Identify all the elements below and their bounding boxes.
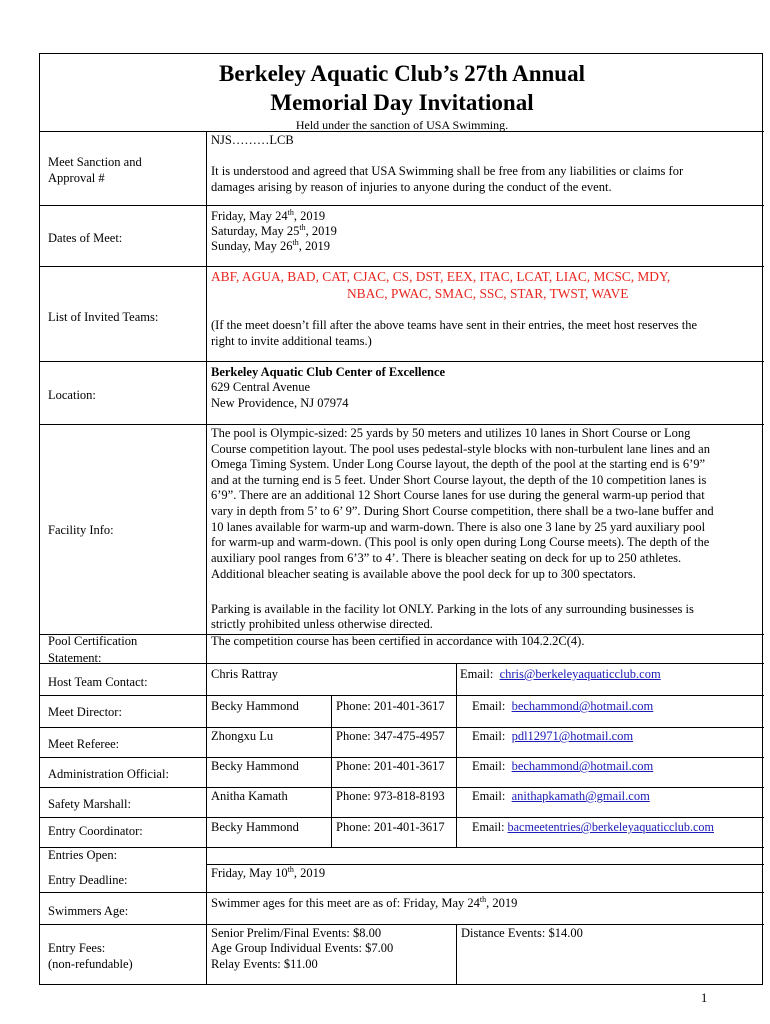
location-name: Berkeley Aquatic Club Center of Excellence <box>211 365 446 379</box>
parking-text-2: strictly prohibited unless otherwise directed. <box>211 617 433 631</box>
rule <box>40 847 764 848</box>
column-divider <box>456 924 457 985</box>
sanction-label: Meet Sanction and <box>48 155 142 169</box>
facility-line: auxiliary pool ranges from 6’3” to 4’. There is bleacher seating on deck for up to 250 athletes. <box>211 551 682 565</box>
certification-text: The competition course has been certified in accordance with 104.2.2C(4). <box>211 634 585 648</box>
admin-official-name: Becky Hammond <box>211 759 299 773</box>
swimmers-age-text: Swimmer ages for this meet are as of: Friday, May 24th, 2019 <box>211 894 518 910</box>
meet-referee-label: Meet Referee: <box>48 737 120 751</box>
dates-label: Dates of Meet: <box>48 231 123 245</box>
rule <box>40 266 764 267</box>
page-number: 1 <box>701 991 708 1005</box>
team-list-line-1: ABF, AGUA, BAD, CAT, CJAC, CS, DST, EEX, ITAC, LCAT, LIAC, MCSC, MDY, <box>211 269 671 284</box>
teams-note: (If the meet doesn’t fill after the above teams have sent in their entries, the meet host reserves the <box>211 318 698 332</box>
rule <box>40 424 764 425</box>
meet-info-document <box>39 53 763 985</box>
safety-marshall-email: Email: anithapkamath@gmail.com <box>472 789 650 803</box>
safety-marshall-email-link[interactable]: anithapkamath@gmail.com <box>511 789 650 803</box>
entry-fees-label: Entry Fees: <box>48 941 106 955</box>
facility-line: and at the turning end is 5 feet. Under Short Course layout, the depth of the 10 competition lanes is <box>211 473 707 487</box>
safety-marshall-label: Safety Marshall: <box>48 797 131 811</box>
rule <box>40 663 764 664</box>
rule <box>40 924 764 925</box>
rule <box>40 892 764 893</box>
teams-note-2: right to invite additional teams.) <box>211 334 372 348</box>
facility-line: 10 lanes available for warm-up and warm-down. There is also one 3 lane by 25 yard auxiliary pool <box>211 520 706 534</box>
facility-line: for warm-up and warm-down. (This pool is only open during Long Course meets). The depth of the <box>211 535 710 549</box>
rule <box>40 757 764 758</box>
meet-director-email: Email: bechammond@hotmail.com <box>472 699 654 713</box>
entry-coordinator-name: Becky Hammond <box>211 820 299 834</box>
admin-official-email-link[interactable]: bechammond@hotmail.com <box>511 759 654 773</box>
rule <box>40 787 764 788</box>
rule <box>40 695 764 696</box>
entry-deadline-label: Entry Deadline: <box>48 873 128 887</box>
facility-line: vary in depth from 5’ to 6’ 9”. During Short Course competition, there shall be a two-lane buffer and <box>211 504 714 518</box>
location-city: New Providence, NJ 07974 <box>211 396 349 410</box>
admin-official-label: Administration Official: <box>48 767 169 781</box>
fee-relay: Relay Events: $11.00 <box>211 957 318 971</box>
date-saturday: Saturday, May 25th, 2019 <box>211 222 337 238</box>
column-divider <box>456 663 457 847</box>
certification-label: Pool Certification <box>48 634 138 648</box>
entries-open-label: Entries Open: <box>48 848 118 862</box>
liability-text: It is understood and agreed that USA Swimming shall be free from any liabilities or claims for <box>211 164 684 178</box>
host-email-link[interactable]: chris@berkeleyaquaticclub.com <box>499 667 661 681</box>
facility-label: Facility Info: <box>48 523 114 537</box>
facility-line: Course competition layout. The pool uses pedestal-style blocks with non-turbulent lane lines and an <box>211 442 710 456</box>
host-name: Chris Rattray <box>211 667 279 681</box>
rule <box>40 817 764 818</box>
column-divider <box>206 131 207 985</box>
swimmers-age-label: Swimmers Age: <box>48 904 129 918</box>
rule <box>40 205 764 206</box>
sanction-note: Held under the sanction of USA Swimming. <box>295 118 509 132</box>
entry-coordinator-email-link[interactable]: bacmeetentries@berkeleyaquaticclub.com <box>507 820 715 834</box>
meet-referee-name: Zhongxu Lu <box>211 729 274 743</box>
rule <box>40 131 764 132</box>
sanction-number: NJS………LCB <box>211 133 294 147</box>
meet-director-label: Meet Director: <box>48 705 122 719</box>
title-line-1: Berkeley Aquatic Club’s 27th Annual <box>219 61 585 86</box>
facility-line: The pool is Olympic-sized: 25 yards by 50 meters and utilizes 10 lanes in Short Course or Long <box>211 426 691 440</box>
entry-deadline-date: Friday, May 10th, 2019 <box>211 864 326 880</box>
column-divider <box>331 695 332 847</box>
host-label: Host Team Contact: <box>48 675 148 689</box>
admin-official-email: Email: bechammond@hotmail.com <box>472 759 654 773</box>
entry-coordinator-phone: Phone: 201-401-3617 <box>336 820 445 834</box>
entry-fees-label-2: (non-refundable) <box>48 957 133 971</box>
rule <box>40 361 764 362</box>
meet-director-name: Becky Hammond <box>211 699 299 713</box>
facility-line: 6’9”. There are an additional 12 Short Course lanes for use during the general warm-up period that <box>211 488 705 502</box>
entry-coordinator-email: Email: bacmeetentries@berkeleyaquaticclub.com <box>472 820 715 834</box>
rule <box>40 727 764 728</box>
safety-marshall-phone: Phone: 973-818-8193 <box>336 789 445 803</box>
facility-line: Omega Timing System. Under Long Course layout, the depth of the pool at the starting end is 6’9” <box>211 457 706 471</box>
host-email: Email: chris@berkeleyaquaticclub.com <box>460 667 661 681</box>
team-list-line-2: NBAC, PWAC, SMAC, SSC, STAR, TWST, WAVE <box>347 286 629 301</box>
date-friday: Friday, May 24th, 2019 <box>211 207 326 223</box>
location-street: 629 Central Avenue <box>211 380 311 394</box>
date-sunday: Sunday, May 26th, 2019 <box>211 237 330 253</box>
entry-coordinator-label: Entry Coordinator: <box>48 824 143 838</box>
title-line-2: Memorial Day Invitational <box>270 90 534 115</box>
location-label: Location: <box>48 388 96 402</box>
fee-distance: Distance Events: $14.00 <box>461 926 583 940</box>
fee-senior: Senior Prelim/Final Events: $8.00 <box>211 926 382 940</box>
parking-text: Parking is available in the facility lot ONLY. Parking in the lots of any surrounding businesses is <box>211 602 694 616</box>
fee-age-group: Age Group Individual Events: $7.00 <box>211 941 394 955</box>
admin-official-phone: Phone: 201-401-3617 <box>336 759 445 773</box>
teams-label: List of Invited Teams: <box>48 310 159 324</box>
meet-director-email-link[interactable]: bechammond@hotmail.com <box>511 699 654 713</box>
certification-label-2: Statement: <box>48 651 102 665</box>
liability-text-2: damages arising by reason of injuries to anyone during the conduct of the event. <box>211 180 612 194</box>
meet-referee-email-link[interactable]: pdl12971@hotmail.com <box>511 729 634 743</box>
facility-line: Additional bleacher seating is available above the pool deck for up to 300 spectators. <box>211 567 636 581</box>
meet-referee-email: Email: pdl12971@hotmail.com <box>472 729 634 743</box>
meet-referee-phone: Phone: 347-475-4957 <box>336 729 445 743</box>
sanction-label-2: Approval # <box>48 171 105 185</box>
safety-marshall-name: Anitha Kamath <box>211 789 288 803</box>
meet-director-phone: Phone: 201-401-3617 <box>336 699 445 713</box>
